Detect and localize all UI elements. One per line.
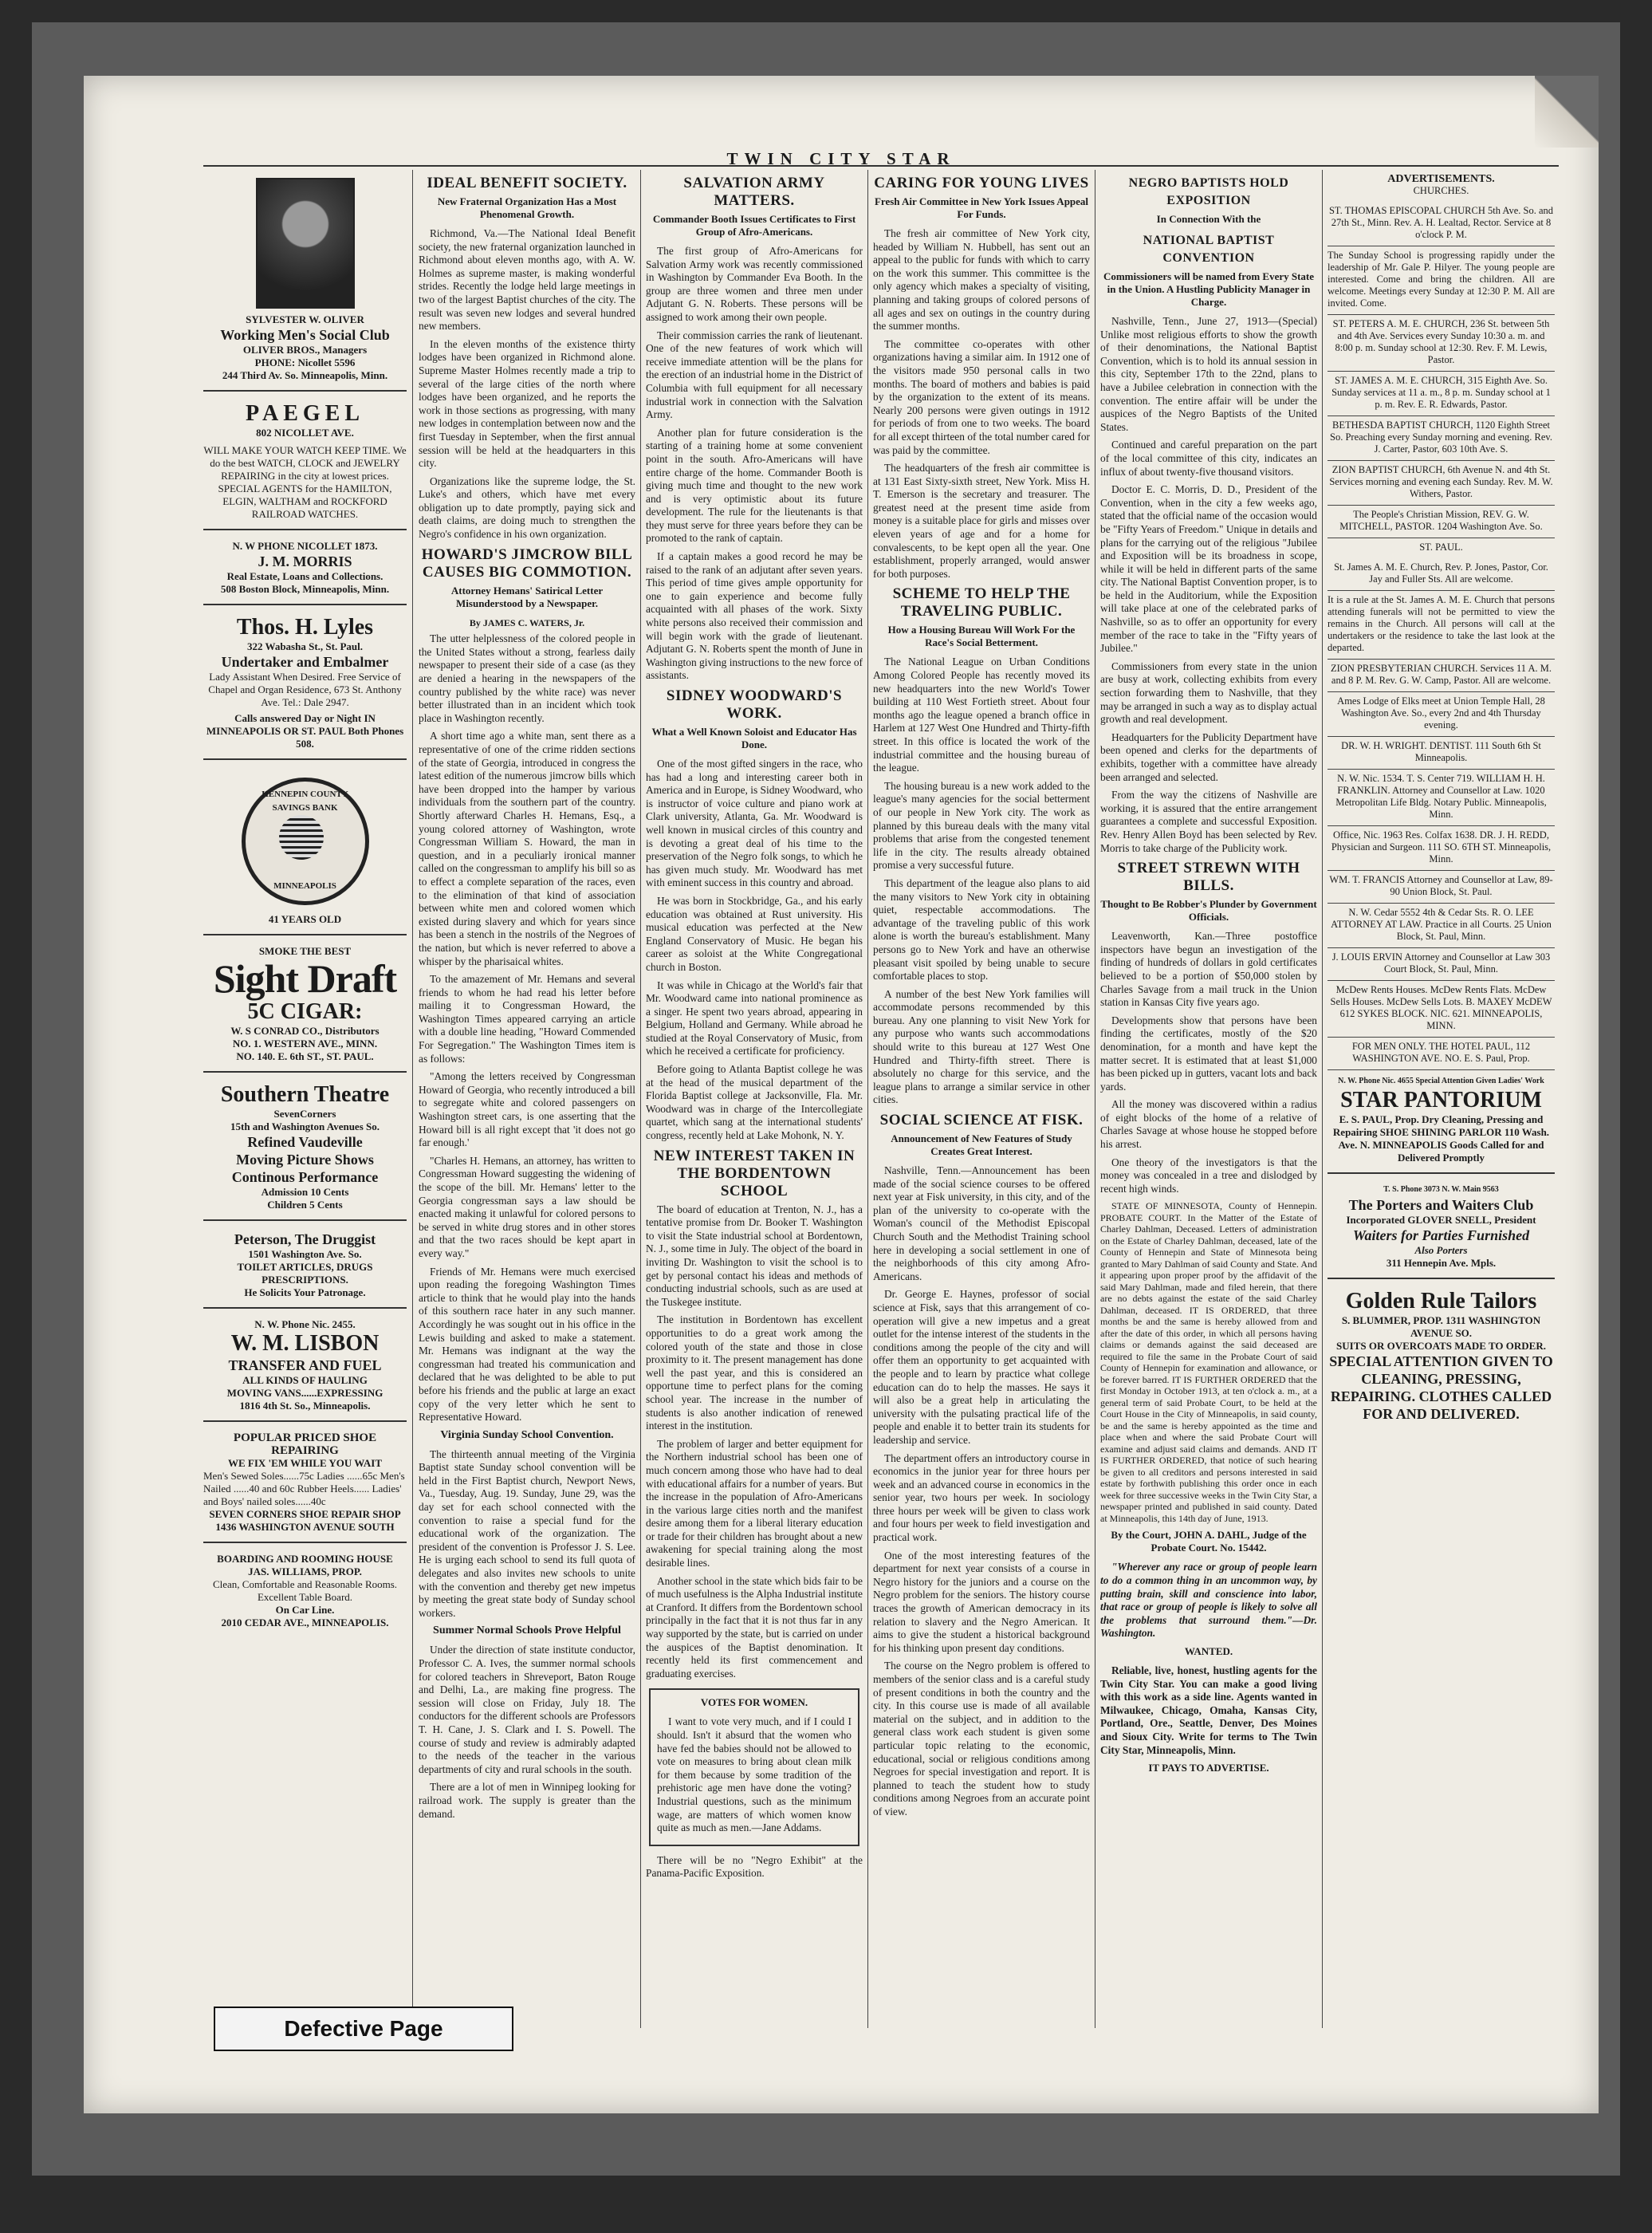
headline-bordentown: NEW INTEREST TAKEN IN THE BORDENTOWN SCHOOL [653,1147,856,1199]
theatre-line-3: Continous Performance [231,1169,379,1185]
sight-address-2: NO. 140. E. 6th ST., ST. PAUL. [236,1050,374,1062]
votes-for-women-box [649,1688,859,1845]
paragraph: The department offers an introductory course in economics in the junior year for three hours per week and an advanced course in economics in the senior year, two hours per week. In sociology three hours per week will be given to class work and four hours per week to field investigation and practical work. [873,1451,1090,1544]
paragraph: There will be no "Negro Exhibit" at the Panama-Pacific Exposition. [646,1853,863,1880]
bank-seal-bottom: MINNEAPOLIS [273,881,336,892]
boarding-line-1: Clean, Comfortable and Reasonable Rooms. Excellent Table Board. [212,1578,398,1603]
column-ads-left [203,170,407,2028]
lisbon-phone: N. W. Phone Nic. 2455. [254,1318,356,1330]
theatre-line-1: Refined Vaudeville [247,1134,363,1150]
peoples-mission: The People's Christian Mission, REV. G. W. MITCHELL, PASTOR. 1204 Washington Ave. So. [1328,506,1555,538]
elks-lodge: Ames Lodge of Elks meet at Union Temple Hall, 28 Washington Ave. So., every 2nd and 4th Thursday evening. [1328,692,1555,737]
sight-draft-ad [203,940,407,1073]
boarding-title: BOARDING AND ROOMING HOUSE [217,1553,393,1565]
morris-line: Real Estate, Loans and Collections. [226,570,384,582]
theatre-name: Southern Theatre [220,1082,390,1107]
lisbon-ad [203,1313,407,1422]
legal-notice: STATE OF MINNESOTA, County of Hennepin. PROBATE COURT. In the Matter of the Estate of Charley Dahlman, Deceased. Letters of administration on the Estate of Charley Dahlman, deceased, late of the County of Hennepin and State of Minnesota being granted to Mary Dahlman of said County and State. And it appearing upon proper proof by the affidavit of the said Mary Dahlman, made and filed herein, that there are no debts against the estate of the said Charley Dahlman, deceased. IT IS ORDERED, that three months be and the same is hereby allowed from and after the date of this order, in which all persons having claims or demands against the said deceased are required to file the same in the Probate Court of said County of Hennepin for examination and allowance, or be forever barred. IT IS FURTHER ORDERED that the first Monday in October 1913, at ten o'clock a. m., at a general term of said Probate Court, to be held at the Court House in the City of Minneapolis, in said county, be and the same is hereby appointed as the time and place when and where the said Probate Court will examine and adjust said claims and demands. AND IT IS FURTHER ORDERED, that notice of such hearing be given to all creditors and persons interested in said estate by forthwith publishing this order once in each week for three successive weeks in the Twin City Star, a newspaper printed and published in said county. Dated at Minneapolis, this 14th day of June, 1913. [1100,1200,1317,1524]
headline-baptists: NEGRO BAPTISTS HOLD EXPOSITION [1128,176,1289,207]
theatre-line-2: Moving Picture Shows [236,1152,374,1168]
peterson-ad [203,1226,407,1309]
paragraph: If a captain makes a good record he may be raised to the rank of an adjutant after seven years. This period of time gives ample opportunity for one to gain experience and become fully acquainted with all phases of the work. Sixty white persons also received their commission and will begin work with the grade of lieutenant. Adjutant G. N. Roberts spent the month of June in Washington giving instructions to the new force of assistants. [646,550,863,682]
paragraph: The committee co-operates with other organizations having a similar aim. In 1912 one of the visitors made 950 personal calls in two months. The board of mothers and babies is paid by the organization to the extent of its means. Nearly 200 persons were given outings in 1912 for periods of from one to two weeks. The board for all except thirteen of the total number cared for was paid by the committee. [873,337,1090,456]
st-paul-church: St. James A. M. E. Church, Rev. P. Jones, Pastor, Cor. Jay and Fuller Sts. All are welcome. [1328,558,1555,591]
wanted-headline: WANTED. [1184,1645,1233,1657]
lyles-lines: Lady Assistant When Desired. Free Service of Chapel and Organ Residence, 673 St. Anthony Ave. Tel.: Dale 2947. [208,671,402,708]
morris-address: 508 Boston Block, Minneapolis, Minn. [220,583,390,595]
paegel-ad [203,396,407,530]
column-divider [640,170,641,2028]
headline-virginia: Virginia Sunday School Convention. [440,1428,614,1441]
subhead-ideal-benefit: New Fraternal Organization Has a Most Phenomenal Growth. [437,195,617,220]
headline-young-lives: CARING FOR YOUNG LIVES [874,175,1089,191]
peterson-line-1: TOILET ARTICLES, DRUGS PRESCRIPTIONS. [237,1261,373,1286]
paragraph: Dr. George E. Haynes, professor of social science at Fisk, says that this arrangement of co-operation will give a new impetus and a great outlet for the intense interest of the students in the conditions among the people of the city and will offer them an opportunity to get acquainted with the people and to learn by practice what college education can do to help the masses. He says it will also be a great help in articulating the university with the pulsating practical life of the people and enable it to better train its students for leadership and service. [873,1288,1090,1446]
portrait-image [256,178,355,309]
porters-line: Waiters for Parties Furnished [1352,1227,1530,1243]
paegel-name: PAEGEL [245,401,365,426]
bank-seal-logo [242,778,369,905]
paragraph: A number of the best New York families will accommodate persons recommended by this bureau. Any one planning to visit New York for any purpose who wants such accommodations should write to this bureau at 127 West One Hundred and Thirty-fifth street. There is absolutely no charge for this service, and the league plans to arrange a similar service in other cities. [873,987,1090,1106]
porters-line-2: Also Porters [1414,1244,1468,1256]
sight-smoke: SMOKE THE BEST [258,945,352,957]
lisbon-line-2: ALL KINDS OF HAULING [242,1374,368,1386]
lyles-name: Thos. H. Lyles [236,615,374,640]
newspaper-page [84,76,1599,2113]
washington-quote: "Wherever any race or group of people learn to do a common thing in an uncommon way, by putting brain, skill and conscience into labor, that race or group of people is likely to solve all the problems that surround them."—Dr. Washington. [1100,1561,1317,1640]
dr-wright: DR. W. H. WRIGHT. DENTIST. 111 South 6th St Minneapolis. [1328,737,1555,770]
sight-cigar: 5C CIGAR: [247,999,363,1024]
paegel-address: 802 NICOLLET AVE. [256,427,354,439]
francis-attorney: WM. T. FRANCIS Attorney and Counsellor at Law, 89-90 Union Block, St. Paul. [1328,871,1555,904]
paragraph: The first group of Afro-Americans for Salvation Army work was recently commissioned in Washington by Commander Eva Booth. In the group are three women and three men under Adjutant G. N. Roberts. These persons will be assigned to work among their own people. [646,245,863,323]
paragraph: "Among the letters received by Congressman Howard of Georgia, who recently introduced a bill to segregate white and colored passengers on Washington street cars, is one asserting that the Howard bill is all right except that 'it does not go far enough.' [419,1070,635,1149]
directory-heading [1328,170,1555,202]
sunday-school: The Sunday School is progressing rapidly under the leadership of Mr. Gale P. Hilyer. The young people are interested. Come and bring the children. All are welcome. Meetings every Sunday at 12:30 P. M. All are invited. Come. [1328,246,1555,315]
golden-name: Golden Rule Tailors [1345,1289,1537,1313]
paragraph: Headquarters for the Publicity Department have been opened and clerks for the departments of exhibits, together with a committee have already been arranged and selected. [1100,731,1317,783]
shoe-address: 1436 WASHINGTON AVENUE SOUTH [215,1521,395,1533]
paragraph: Their commission carries the rank of lieutenant. One of the new features of work which will receive immediate attention will be the plans for the erection of an industrial home in the District of Columbia with full equipment for all necessary industrial work in connection with the Salvation Army. [646,329,863,421]
mcdew-ad: McDew Rents Houses. McDew Rents Flats. McDew Sells Houses. McDew Sells Lots. B. MAXEY McDEW 612 SYKES BLOCK. NIC. 621. MINNEAPOLIS, MINN. [1328,981,1555,1038]
headline-howard-bill: HOWARD'S JIMCROW BILL CAUSES BIG COMMOTION. [421,545,633,581]
headline-woodward: SIDNEY WOODWARD'S WORK. [666,687,843,722]
boarding-address: 2010 CEDAR AVE., MINNEAPOLIS. [221,1617,389,1628]
lisbon-address: 1816 4th St. So., Minneapolis. [239,1400,371,1412]
column-5 [1100,170,1317,2028]
paragraph: Leavenworth, Kan.—Three postoffice inspectors have begun an investigation of the finding of hundreds of dollars in gold certificates believed to be a portion of $50,000 stolen by Charles Savage from a mail truck in the Union station in Kansas City five years ago. [1100,930,1317,1009]
column-directory [1328,170,1555,2028]
subhead-howard-bill: Attorney Hemans' Satirical Letter Misunderstood by a Newspaper. [450,584,604,609]
paragraph: To the amazement of Mr. Hemans and several friends to whom he had read his letter before mailing it to Congressman Howard, the Washington Times appeared carrying an article with a double line heading, "Howard Commended For Segregation." The Washington Times item is as follows: [419,973,635,1065]
masthead: TWIN CITY STAR [726,149,956,168]
paragraph: Under the direction of state institute conductor, Professor C. A. Ives, the summer normal schools for colored teachers in Shreveport, Baton Rouge and Delhi, La., are making fine progress. The session will close on Friday, July 18. The conductors for the different schools are Professors T. H. Cane, J. S. Clark and I. S. Powell. The course of study and review is admirably adapted to the needs of the teacher in the various departments of city and rural schools in the south. [419,1644,635,1775]
headline-traveling-public: SCHEME TO HELP THE TRAVELING PUBLIC. [892,585,1071,620]
sight-address-1: NO. 1. WESTERN AVE., MINN. [232,1038,378,1050]
porters-address: 311 Hennepin Ave. Mpls. [1386,1257,1497,1269]
paragraph: Developments show that persons have been finding the certificates, mostly of the $20 denomination, for a month and have kept the matter secret. It is estimated that at least $1,000 has been picked up in gutters, vacant lots and back yards. [1100,1014,1317,1093]
paragraph: Doctor E. C. Morris, D. D., President of the Convention, when in the city a few weeks ago, stated that the official name of the occasion would be "Fifty Years of Freedom." Unique in details and plans for the carrying out of the religious "Jubilee and Exposition will be its broadness in scope, while it will be held in different parts of the same city. The National Baptist Convention proper, is to be held in the Auditorium, while the Exposition will take place at one of the celebrated parks of Nashville, so as to offer an opportunity for every member of the race to take in the "Fifty years of Jubilee." [1100,483,1317,655]
zion-presbyterian: ZION PRESBYTERIAN CHURCH. Services 11 A. M. and 8 P. M. Rev. G. W. Camp, Pastor. All are welcome. [1328,660,1555,692]
subhead-woodward: What a Well Known Soloist and Educator Has Done. [651,726,857,750]
paragraph: The National League on Urban Conditions Among Colored People has recently moved its new headquarters into the new World's Tower building at 110 West Fortieth street. About four months ago the league opened a branch office in Harlem at 127 West One Hundred and Thirty-fifth street. In this office is located the work of the industrial committee and the housing bureau of the league. [873,656,1090,774]
theatre-address: 15th and Washington Avenues So. [230,1120,380,1132]
st-peters-church: ST. PETERS A. M. E. CHURCH, 236 St. between 5th and 4th Ave. Services every Sunday 10:30 a. m. and 8:00 p. m. Sunday school at 12:30. Rev. F. M. Lewis, Pastor. [1328,315,1555,372]
pantorium-name: STAR PANTORIUM [1340,1088,1542,1113]
club-title: Working Men's Social Club [220,327,390,343]
masthead-rule [203,165,1559,167]
paragraph: Nashville, Tenn.—Announcement has been made of the social science courses to be offered next year at Fisk university, in this city, and of the plan of the university to co-operate with the Woman's council of the Methodist Episcopal Church South and the Methodist Training school here in developing a social settlement in one of the neighborhoods of this city among Afro-Americans. [873,1164,1090,1282]
pantorium-phone: N. W. Phone Nic. 4655 Special Attention Given Ladies' Work [1338,1077,1544,1085]
paragraph: Richmond, Va.—The National Ideal Benefit society, the new fraternal organization launched in Richmond about eleven months ago, with A. W. Holmes as supreme master, is making wonderful strides. Recently the lodge held large meetings in two of the largest Baptist churches of the city. The result was seven new lodges and several hundred new members. [419,227,635,333]
paragraph: Continued and careful preparation on the part of the local committee of this city, indicates an influx of about twenty-five thousand visitors. [1100,439,1317,478]
paragraph: The fresh air committee of New York city, headed by William N. Hubbell, has sent out an appeal to the public for funds with which to carry on the work this summer. This committee is the only agency which makes a specialty of visiting, planning and taking groups of colored persons of all ages and sex on outings in the country during the summer months. [873,227,1090,333]
subhead-fisk: Announcement of New Features of Study Creates Great Interest. [891,1132,1072,1158]
column-2 [419,170,635,2028]
headline-fisk: SOCIAL SCIENCE AT FISK. [879,1112,1084,1129]
bank-age: 41 YEARS OLD [268,913,342,925]
morris-name: J. M. MORRIS [258,553,352,569]
churches-heading: CHURCHES. [1413,185,1469,196]
paragraph: There are a lot of men in Winnipeg looking for railroad work. The supply is greater than the demand. [419,1781,635,1820]
club-managers: OLIVER BROS., Managers [242,344,368,356]
golden-rule-ad [1328,1284,1555,1431]
paragraph: From the way the citizens of Nashville are working, it is assured that the entire arrangement guarantees a complete and successful Exposition. Rev. Henry Allen Boyd has been selected by Rev. Morris to take charge of the Publicity work. [1100,789,1317,854]
dr-redd: Office, Nic. 1963 Res. Colfax 1638. DR. J. H. REDD, Physician and Surgeon. 111 SO. 6TH ST. Minneapolis, Minn. [1328,826,1555,871]
lee-attorney: N. W. Cedar 5552 4th & Cedar Sts. R. O. LEE ATTORNEY AT LAW. Practice in all Courts. 25 Union Block, St. Paul, Minn. [1328,904,1555,948]
folded-corner [1535,76,1599,148]
paragraph: One of the most interesting features of the department for next year consists of a course in Negro history for the juniors and a course on the Negro problem for the seniors. The history course traces the growth of American democracy in its relation to slavery and the Negro American. It aims to give the student a historical background for his thinking upon present day conditions. [873,1549,1090,1654]
lyles-calls: Calls answered Day or Night IN MINNEAPOLIS OR ST. PAUL Both Phones 508. [206,712,404,750]
advertisements-heading: ADVERTISEMENTS. [1387,173,1495,185]
boarding-prop: JAS. WILLIAMS, PROP. [248,1565,362,1577]
wanted-text: Reliable, live, honest, hustling agents for the Twin City Star. You can make a good living with this work as a side line. Agents wanted in Milwaukee, Chicago, Omaha, Kansas City, Portland, Ore., Seattle, Denver, Des Moines and Sioux City. Write for terms to The Twin City Star, Minneapolis, Minn. [1100,1664,1317,1756]
lisbon-line-3: MOVING VANS......EXPRESSING [226,1387,384,1399]
theatre-line-4: Admission 10 Cents [261,1186,349,1198]
subhead-commissioners: Commissioners will be named from Every State in the Union. A Hustling Publicity Manager in Charge. [1103,270,1315,308]
theatre-corner: SevenCorners [273,1108,336,1120]
paragraph: Nashville, Tenn., June 27, 1913—(Special) Unlike most religious efforts to show the growth of their denominations, the National Baptist Convention, which is to hold its annual session in this city, September 17th to the 22nd, plans to have a Jubilee celebration in connection with the convention. The entire affair will be under the auspices of the Negro Baptists of the United States. [1100,315,1317,433]
club-ad [203,170,407,392]
star-pantorium-ad [1328,1070,1555,1174]
morris-ad [203,535,407,605]
paragraph: The headquarters of the fresh air committee is at 131 East Sixty-sixth street, New York. Miss H. T. Emerson is the secretary and treasurer. The greatest need at the present time aside from money is a suitable place for girls and misses over eleven years of age and for a home for convalescents, to be kept open all the year. One establishment, properly arranged, would answer for both purposes. [873,462,1090,580]
bank-seal-top: HENNEPIN COUNTY SAVINGS BANK [262,790,348,813]
subhead-connection: In Connection With the [1156,213,1261,225]
paragraph: I want to vote very much, and if I could I should. Isn't it absurd that the women who have fed the babies should not be allowed to vote on measures to bring about clean milk for them because by some tradition of the prehistoric age men have done the voting? Industrial questions, such as the minimum wage, are matters of which women know quite as much as men.—Jane Addams. [657,1715,852,1834]
st-thomas-church: ST. THOMAS EPISCOPAL CHURCH 5th Ave. So. and 27th St., Minn. Rev. A. H. Lealtad, Rector. Service at 8 o'clock P. M. [1328,202,1555,246]
sight-brand: Sight Draft [213,956,397,1001]
paragraph: The problem of larger and better equipment for the Northern industrial school has been one of much concern among those who have had to deal with educational affairs for a number of years. But the increase in the population of Afro-Americans in the various large cities north and the manifest desire among them for a liberal literary education or trade for their children has brought about a new awakening for special training along the most desirable lines. [646,1437,863,1569]
paegel-text: WILL MAKE YOUR WATCH KEEP TIME. We do the best WATCH, CLOCK and JEWELRY REPAIRING in the city at lowest prices. SPECIAL AGENTS for the HAMILTON, ELGIN, WALTHAM and ROCKFORD RAILROAD WATCHES. [203,444,407,520]
shoe-subtitle: WE FIX 'EM WHILE YOU WAIT [228,1457,382,1469]
sight-distributor: W. S CONRAD CO., Distributors [230,1025,380,1037]
shoe-prices: Men's Sewed Soles......75c Ladies ......65c Men's Nailed ......40 and 60c Rubber Heels...... Ladies' and Boys' nailed soles......40c [203,1470,405,1507]
peterson-address: 1501 Washington Ave. So. [248,1248,362,1260]
paragraph: Another school in the state which bids fair to be of much usefulness is the Alpha Industrial institute at Cranford. It differs from the Bordentown school principally in the fact that it is not thus far in any way supported by the state, but is carried on under the auspices of the Baptist denomination. It recently held its first commencement and graduating exercises. [646,1574,863,1680]
paragraph: The housing bureau is a new work added to the league's many agencies for the social betterment of our people in New York city. The work as planned by this bureau deals with the many vital problems that arise from the congested tenement life in the city. The results already obtained promise a very successful future. [873,779,1090,872]
headline-summer-normal: Summer Normal Schools Prove Helpful [433,1625,621,1637]
column-divider [412,170,413,2028]
club-address: 244 Third Av. So. Minneapolis, Minn. [222,369,388,381]
bethesda-church: BETHESDA BAPTIST CHURCH, 1120 Eighth Street So. Preaching every Sunday morning and evening. Rev. J. Carter, Pastor, 603 10th Ave. S. [1328,416,1555,461]
subhead-young-lives: Fresh Air Committee in New York Issues Appeal For Funds. [874,195,1089,220]
subhead-salvation-army: Commander Booth Issues Certificates to First Group of Afro-Americans. [652,213,856,238]
funeral-rule: It is a rule at the St. James A. M. E. Church that persons attending funerals will not be permitted to view the remains in the Church. All persons will call at the undertakers or the residence to take the last look at the departed. [1328,591,1555,660]
ervin-attorney: J. LOUIS ERVIN Attorney and Counsellor at Law 303 Court Block, St. Paul, Minn. [1328,948,1555,981]
paragraph: The thirteenth annual meeting of the Virginia Baptist state Sunday school convention will be held in the First Baptist church, Newport News, Va., Tuesday, Aug. 19. Sunday, June 29, was the day set for each school connected with the convention to raise a special fund for the educational work of the organization. The president of the convention is Professor J. S. Lee. He is urging each school to send its full quota of delegates and also invites new schools to unite with the convention and thereby get new impetus by meeting the great state body of Sunday school workers. [419,1447,635,1619]
lyles-ad [203,610,407,760]
paragraph: The board of education at Trenton, N. J., has a tentative promise from Dr. Booker T. Washington to visit the State industrial school at Bordentown, N. J., some time in July. The object of the board in inviting Dr. Washington to visit the school is to get by personal contact his ideas and methods of conducting industrial schools, such as are used at the Tuskegee institute. [646,1203,863,1308]
paragraph: "Charles H. Hemans, an attorney, has written to Congressman Howard suggesting the widening of the scope of the bill. Mr. Hemans' letter to the Georgia congressman says a law should be enacted making it unlawful for colored persons to be served in white drug stores and in other stores and that the two races should be kept apart in every way." [419,1154,635,1259]
paragraph: The course on the Negro problem is offered to members of the senior class and is a careful study of present conditions in both the country and the city. In this course use is made of all available material on the subject, and in addition to the general class work each student is given some particular topic relating to the economic, educational, social or religious conditions among Negroes for special investigation and report. It is planned to teach the student how to study conditions among Negroes from an accurate point of view. [873,1660,1090,1818]
subhead-traveling-public: How a Housing Bureau Will Work For the Race's Social Betterment. [887,624,1076,649]
column-divider [867,170,868,2028]
paragraph: The utter helplessness of the colored people in the United States without a strong, fearless daily newspaper to present their side of a case (as they are denied a hearing in the newspapers of the country published by the white race) was never better illustrated than in an incident which took place in Washington recently. [419,632,635,724]
st-paul-heading: ST. PAUL. [1419,542,1463,553]
court-signature: By the Court, JOHN A. DAHL, Judge of the Probate Court. No. 15442. [1111,1529,1307,1554]
porters-ad [1328,1179,1555,1279]
subhead-street-bills: Thought to Be Robber's Plunder by Government Officials. [1100,898,1317,924]
bank-ad [203,765,407,935]
theatre-line-5: Children 5 Cents [267,1199,343,1211]
paragraph: Before going to Atlanta Baptist college he was at the head of the musical department of the Florida Baptist college at Jacksonville, Fla. Mr. Woodward was in charge of the Intercollegiate quartet, which sang at the international students' congress, recently held at Lake Mohonk, N. Y. [646,1063,863,1142]
peterson-name: Peterson, The Druggist [234,1231,376,1247]
porters-name: The Porters and Waiters Club [1348,1197,1534,1213]
portrait-caption: SYLVESTER W. OLIVER [246,313,364,325]
boarding-line-2: On Car Line. [275,1604,335,1616]
headline-salvation-army: SALVATION ARMY MATTERS. [683,175,825,209]
porters-phone: T. S. Phone 3073 N. W. Main 9563 [1383,1185,1499,1194]
franklin-attorney: N. W. Nic. 1534. T. S. Center 719. WILLIAM H. H. FRANKLIN. Attorney and Counsellor at Law. 1020 Metropolitan Life Bldg. Notary Public. Minneapolis, Minn. [1328,770,1555,826]
paragraph: Friends of Mr. Hemans were much exercised upon reading the foregoing Washington Times article to think that he would play into the hands of this southern race hater in any such manner. Accordingly he was sought out in his office in the Lewis building and asked to make a statement. Mr. Hemans was indignant at the way the congressman had treated his communication and declared that he was delighted to be able to put before his friends and the public at large an exact copy of the very letter which he sent to Representative Howard. [419,1265,635,1424]
lyles-title: Undertaker and Embalmer [221,654,389,670]
paragraph: A short time ago a white man, sent there as a representative of one of the crime ridden sections of the state of Georgia, introduced in congress the latest edition of the numerous jimcrow bills which have been dropped into the hamper by various individuals from the southern part of the country. Shortly afterward Charles H. Hemans, Esq., a young colored attorney of Washington, wrote Congressman William S. Howard, the man in question, and in a peculiarly ironical manner called on the congressman to amplify his bill so as to effect a complete separation of the races, even to the elimination of that kind of association between white men and colored women which existed during slavery and which for years since has been a stench in the nostrils of the Negroes of the nation, but which is never referred to above a whisper by the pharisaical whites. [419,730,635,967]
peterson-line-2: He Solicits Your Patronage. [244,1286,366,1298]
theatre-ad [203,1077,407,1221]
lisbon-name: W. M. LISBON [230,1331,380,1356]
paragraph: All the money was discovered within a radius of eight blocks of the home of a relative of Charles Savage at whose house he stopped before his arrest. [1100,1098,1317,1151]
zion-church: ZION BAPTIST CHURCH, 6th Avenue N. and 4th St. Services morning and evening each Sunday. Rev. M. W. Withers, Pastor. [1328,461,1555,506]
paragraph: One of the most gifted singers in the race, who has had a long and interesting career both in America and in Europe, is Sidney Woodward, who is instructor of voice culture and piano work at Clark university, Atlanta, Ga. Mr. Woodward is well known in musical circles of this country and is devoting a great deal of his time to the preservation of the Negro folk songs, to which he has given much study. Mr. Woodward has met with eminent success in this country and abroad. [646,758,863,889]
headline-convention: NATIONAL BAPTIST CONVENTION [1143,234,1275,265]
porters-sub: Incorporated GLOVER SNELL, President [1346,1214,1536,1226]
hotel-paul: FOR MEN ONLY. THE HOTEL PAUL, 112 WASHINGTON AVE. NO. E. S. Paul, Prop. [1328,1038,1555,1070]
pays-to-advertise: IT PAYS TO ADVERTISE. [1148,1762,1269,1774]
shoe-title: POPULAR PRICED SHOE REPAIRING [233,1432,377,1457]
paragraph: It was while in Chicago at the World's fair that Mr. Woodward came into national prominence as a singer. He spent two years abroad, appearing in Belgium, Holland and Germany. While abroad he studied at the Royal Conservatory of Music, from which he received a certificate for proficiency. [646,979,863,1057]
lisbon-line-1: TRANSFER AND FUEL [228,1357,382,1373]
byline: By JAMES C. WATERS, Jr. [469,616,585,628]
lyles-address: 322 Wabasha St., St. Paul. [247,640,363,652]
golden-special: SPECIAL ATTENTION GIVEN TO CLEANING, PRESSING, REPAIRING. CLOTHES CALLED FOR AND DELIVERED. [1329,1353,1553,1422]
paragraph: Commissioners from every state in the union are busy at work, collecting exhibits from every section forwarding them to Nashville, that they may be arranged in such a way as to display actual growth and real development. [1100,660,1317,726]
headline-ideal-benefit: IDEAL BENEFIT SOCIETY. [427,175,627,191]
morris-phone: N. W PHONE NICOLLET 1873. [232,540,378,552]
paragraph: He was born in Stockbridge, Ga., and his early education was obtained at Rust university. His musical education was perfected at the New England Conservatory of Music. He began his career as soloist at the White Congregational church in Boston. [646,894,863,973]
shoe-shop: SEVEN CORNERS SHOE REPAIR SHOP [209,1508,401,1520]
paragraph: Organizations like the supreme lodge, the St. Luke's and others, which have met every obligation up to date promptly, paying sick and death claims, are doing much to strengthen the Negro's confidence in his own organization. [419,475,635,541]
st-james-church: ST. JAMES A. M. E. CHURCH, 315 Eighth Ave. So. Sunday services at 11 a. m., 8 p. m. Sunday school at 1 p. m. Rev. E. R. Edwards, Pastor. [1328,372,1555,416]
shoe-repair-ad [203,1427,407,1543]
club-phone: PHONE: Nicollet 5596 [254,356,356,368]
pantorium-details: E. S. PAUL, Prop. Dry Cleaning, Pressing and Repairing SHOE SHINING PARLOR 110 Wash. Ave. N. MINNEAPOLIS Goods Called for and Delivered Promptly [1332,1113,1550,1164]
paragraph: The institution in Bordentown has excellent opportunities to do a great work among the colored youth of the state and those in close proximity to it. The present management has done well the past year, and this is considered an opportune time to perfect plans for the coming school year. The increase in the number of students is also another indication of renewed interest in the institution. [646,1313,863,1432]
votes-headline: VOTES FOR WOMEN. [700,1696,808,1709]
defective-page-stamp: Defective Page [214,2007,513,2051]
paragraph: This department of the league also plans to aid the many visitors to New York city in obtaining quiet, respectable accommodations. The advantage of the traveling public of this work alone is worth the bureau's establishment. Many persons go to New York and have an otherwise pleasant visit spoiled by being unable to secure comfortable places to stop. [873,876,1090,983]
column-3 [646,170,863,2028]
paragraph: One theory of the investigators is that the money was concealed in a tree and dislodged by recent high winds. [1100,1156,1317,1195]
headline-street-bills: STREET STREWN WITH BILLS. [1117,860,1300,895]
paragraph: Another plan for future consideration is the starting of a training home at some convenient point in the south. Afro-Americans will have entire charge of the home. Commander Booth is giving much time and thought to the new work and is very optimistic about its future development. The rule for the lieutenants is that they must serve for three years before they can be promoted to the rank of captain. [646,426,863,545]
golden-line: SUITS OR OVERCOATS MADE TO ORDER. [1336,1340,1546,1352]
boarding-ad [203,1548,407,1637]
column-4 [873,170,1090,2028]
golden-prop: S. BLUMMER, PROP. 1311 WASHINGTON AVENUE SO. [1341,1314,1541,1339]
paragraph: In the eleven months of the existence thirty lodges have been organized in Richmond alone. Supreme Master Holmes recently made a trip to several of the large cities of the north where lodges have been organized, and he reports the work in those sections as progressing, with many new lodges in contemplation between now and the first Tuesday in September, when the first annual session will be held at the headquarters in this city. [419,337,635,470]
column-divider [1322,170,1323,2028]
